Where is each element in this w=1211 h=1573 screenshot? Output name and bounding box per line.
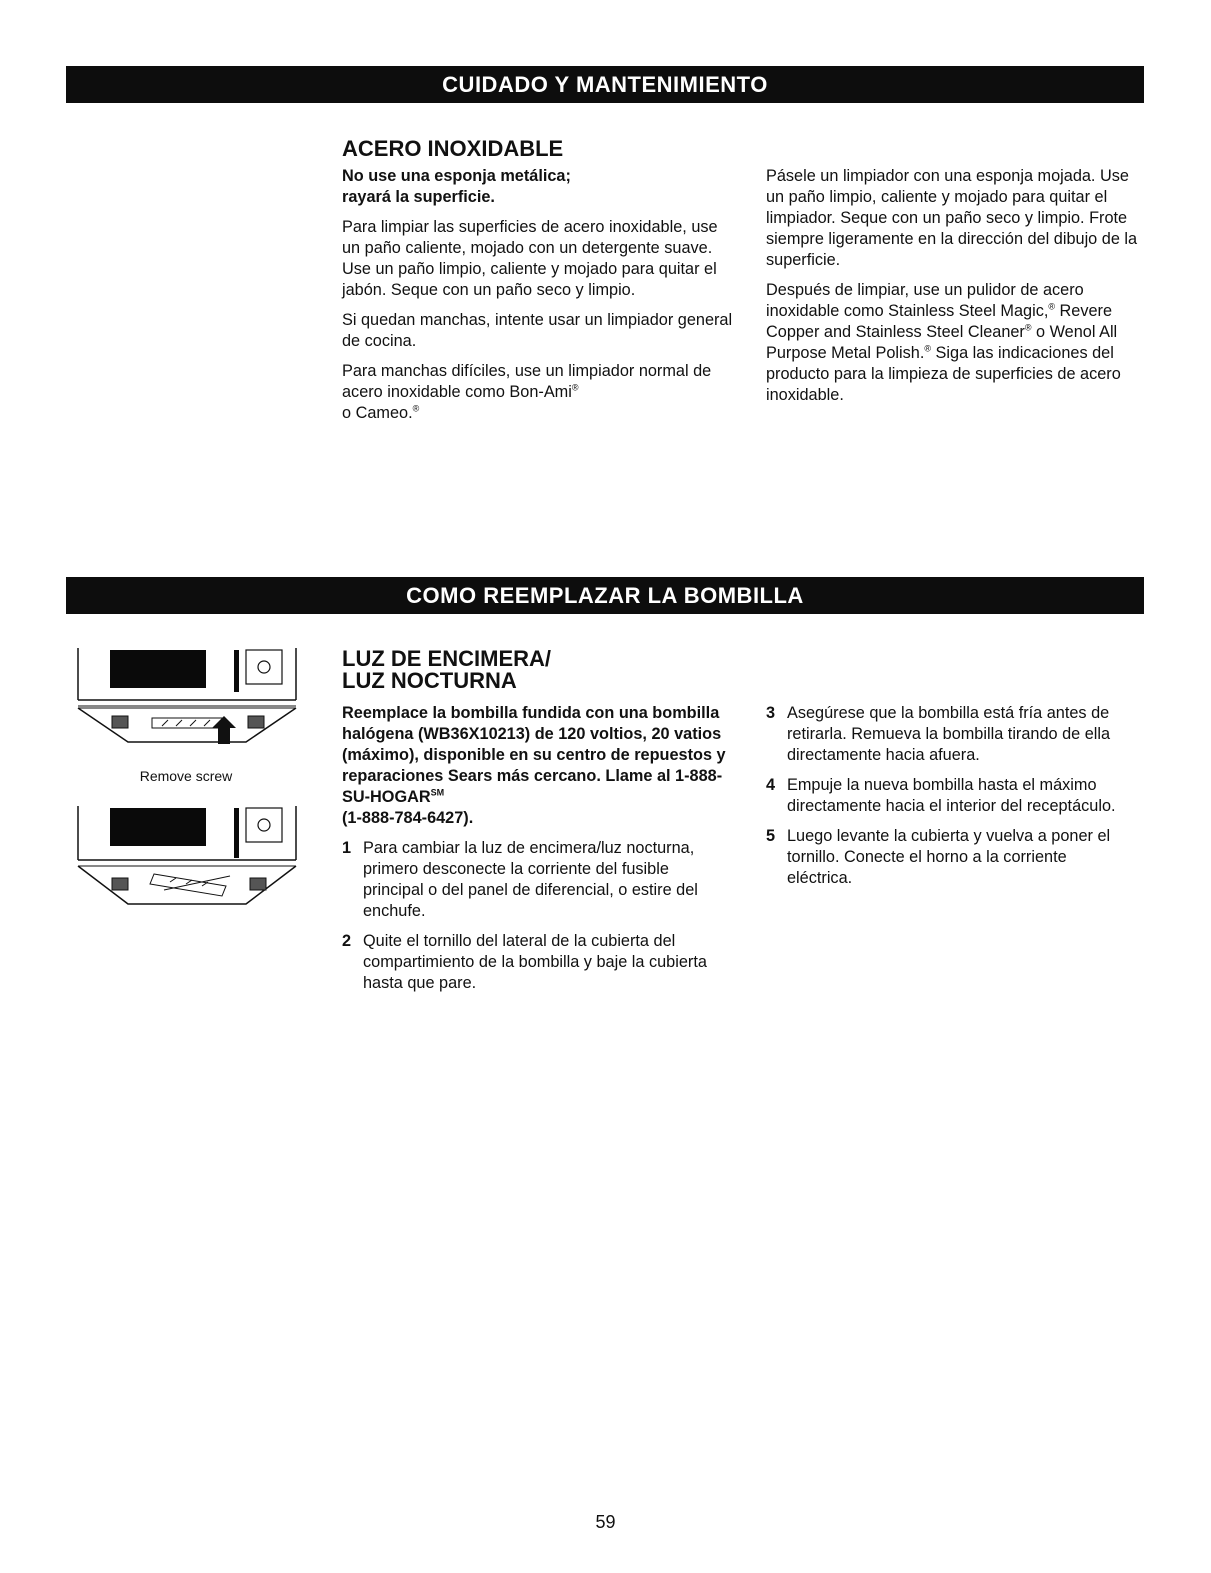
microwave-underside-figure-2 — [66, 804, 306, 916]
heading-line-1: LUZ DE ENCIMERA/ — [342, 646, 551, 671]
section-banner-care: CUIDADO Y MANTENIMIENTO — [66, 66, 1144, 103]
warning-line-2: rayará la superficie. — [342, 188, 495, 206]
paragraph-text: o Cameo. — [342, 404, 413, 422]
steps-list-left — [342, 838, 732, 994]
step-text: Quite el tornillo del lateral de la cubierta del compartimiento de la bombilla y baje la cubierta hasta que pare. — [363, 932, 707, 992]
intro-bold-text: Reemplace la bombilla fundida con una bombilla halógena (WB36X10213) de 120 voltios, 20 vatios (máximo), disponible en su centro de repuestos y reparaciones Sears más cercano. Llame al 1-888-SU-HOGAR — [342, 704, 726, 806]
bulb-left-column — [342, 703, 732, 1003]
step-text: Para cambiar la luz de encimera/luz nocturna, primero desconecte la corriente del fusible principal o del panel de diferencial, o estire del enchufe. — [363, 839, 698, 920]
paragraph: Pásele un limpiador con una esponja mojada. Use un paño limpio, caliente y mojado para quitar el limpiador. Seque con un paño seco y limpio. Frote siempre ligeramente en la dirección del dibujo de la superficie. — [766, 167, 1138, 269]
microwave-underside-figure-1 — [66, 646, 306, 758]
heading-stainless-steel: ACERO INOXIDABLE — [342, 136, 564, 161]
section-banner-bulb: COMO REEMPLAZAR LA BOMBILLA — [66, 577, 1144, 614]
heading-line-2: LUZ NOCTURNA — [342, 668, 517, 693]
service-mark: SM — [430, 787, 445, 798]
heading-countertop-light — [342, 648, 551, 692]
paragraph-text: Para manchas difíciles, use un limpiador normal de acero inoxidable como Bon-Ami — [342, 362, 712, 401]
step-number: 2 — [342, 932, 352, 950]
paragraph — [766, 280, 1146, 406]
registered-mark: ® — [412, 403, 420, 414]
step-item — [766, 826, 1131, 889]
step-item — [342, 838, 732, 922]
paragraph-text: Siga las indicaciones del producto para la limpieza de superficies de acero inoxidable. — [766, 344, 1121, 404]
registered-mark: ® — [1048, 301, 1055, 312]
paragraph-text: o Wenol All Purpose Metal Polish. — [766, 323, 1118, 362]
step-number: 3 — [766, 704, 776, 722]
paragraph: Si quedan manchas, intente usar un limpiador general de cocina. — [342, 311, 733, 350]
paragraph: Para limpiar las superficies de acero inoxidable, use un paño caliente, mojado con un detergente suave. Use un paño limpio, caliente y mojado para quitar el jabón. Seque con un paño seco y limpio. — [342, 218, 718, 299]
registered-mark: ® — [924, 343, 932, 354]
intro-phone: (1-888-784-6427). — [342, 809, 474, 827]
stainless-left-column — [342, 166, 737, 433]
steps-list-right — [766, 703, 1131, 889]
paragraph-text: Revere Copper and Stainless Steel Cleaner — [766, 302, 1113, 341]
intro-text — [342, 703, 732, 829]
step-number: 1 — [342, 839, 352, 857]
step-text: Asegúrese que la bombilla está fría antes de retirarla. Remueva la bombilla tirando de ella directamente hacia afuera. — [787, 704, 1111, 764]
paragraph — [342, 361, 737, 424]
paragraph-text: Después de limpiar, use un pulidor de acero inoxidable como Stainless Steel Magic, — [766, 281, 1084, 320]
bulb-right-column — [766, 703, 1131, 898]
stainless-right-column — [766, 166, 1146, 415]
registered-mark: ® — [571, 382, 579, 393]
warning-text — [342, 166, 737, 208]
step-item — [766, 775, 1131, 817]
figure-caption: Remove screw — [139, 768, 233, 784]
step-text: Luego levante la cubierta y vuelva a poner el tornillo. Conecte el horno a la corriente eléctrica. — [787, 827, 1111, 887]
registered-mark: ® — [1024, 322, 1032, 333]
step-item — [766, 703, 1131, 766]
page-number: 59 — [595, 1512, 616, 1532]
step-item — [342, 931, 732, 994]
warning-line-1: No use una esponja metálica; — [342, 167, 571, 185]
step-number: 5 — [766, 827, 776, 845]
step-number: 4 — [766, 776, 776, 794]
step-text: Empuje la nueva bombilla hasta el máximo directamente hacia el interior del receptáculo. — [787, 776, 1116, 815]
